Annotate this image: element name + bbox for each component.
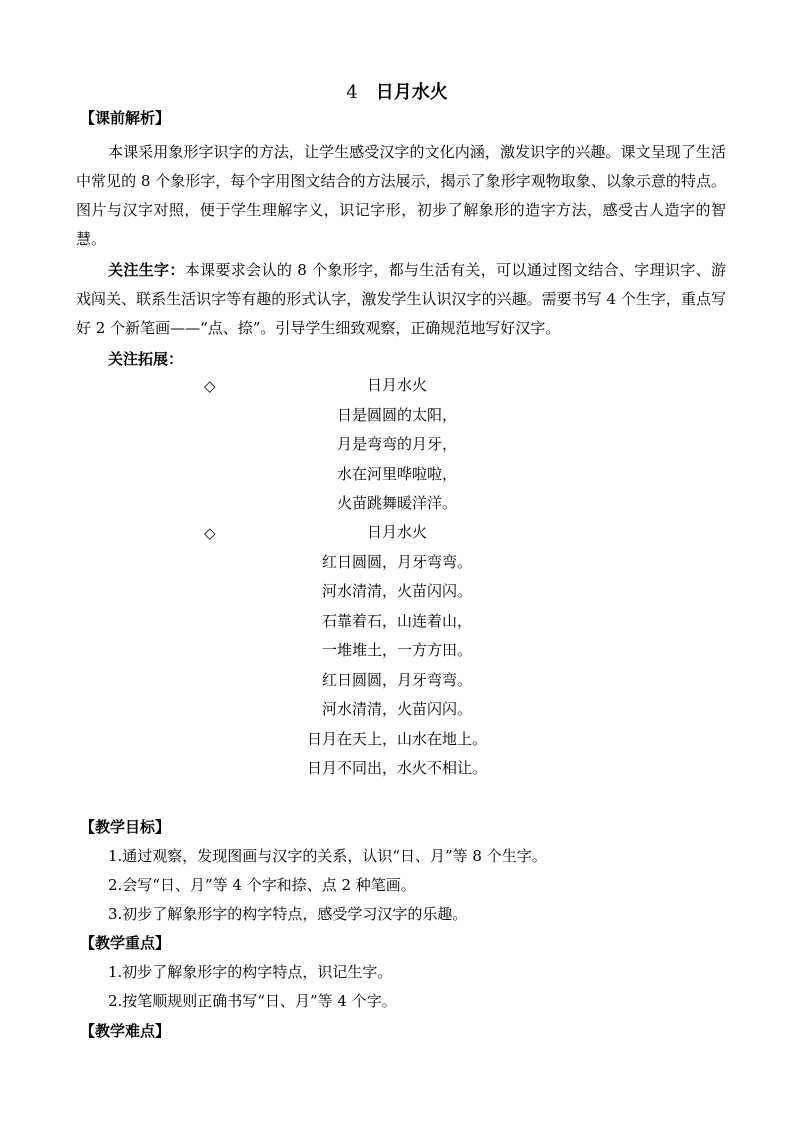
- poem-1-title: 日月水火: [366, 376, 427, 394]
- poem-1-line: 火苗跳舞暖洋洋。: [336, 494, 457, 512]
- key-points-list: [108, 958, 397, 1016]
- poem-2: [0, 518, 794, 784]
- goal-item: 3.初步了解象形字的构字特点，感受学习汉字的乐趣。: [108, 905, 468, 923]
- key-point-item: 2.按笔顺规则正确书写“日、月”等 4 个字。: [108, 992, 397, 1010]
- poem-1-line: 日是圆圆的太阳，: [336, 405, 457, 424]
- poem-1-line: 月是弯弯的月牙，: [336, 435, 457, 453]
- lesson-title: [0, 80, 794, 106]
- poem-2-line: 河水清清，火苗闪闪。: [321, 582, 472, 600]
- analysis-intro-paragraph: 本课采用象形字识字的方法，让学生感受汉字的文化内涵，激发识字的兴趣。课文呈现了生活中常见的 8 个象形字，每个字用图文结合的方法展示，揭示了象形字观物取象、以象示意的特点。图片与汉字对照，便于学生理解字义，识记字形，初步了解象形的造字方法，感受古人造字的智慧。: [76, 143, 726, 248]
- focus-chars-label: 关注生字：: [108, 261, 185, 279]
- analysis-heading: 【课前解析】: [80, 109, 171, 127]
- goals-list: [108, 842, 547, 929]
- poem-2-marker: ◇: [204, 524, 216, 542]
- focus-chars-text: 本课要求会认的 8 个象形字，都与生活有关，可以通过图文结合、字理识字、游戏闯关、联系生活识字等有趣的形式认字，激发学生认识汉字的兴趣。需要书写 4 个生字，重点写好 2 个新笔画——“点、捺”。引导学生细致观察，正确规范地写好汉字。: [76, 261, 726, 337]
- poem-1: [0, 371, 794, 519]
- goal-item: 1.通过观察，发现图画与汉字的关系，认识“日、月”等 8 个生字。: [108, 847, 547, 865]
- poem-2-line: 日月在天上，山水在地上。: [306, 729, 487, 748]
- lesson-title-text: 日月水火: [375, 82, 448, 103]
- lesson-number: 4: [346, 82, 358, 103]
- poem-1-marker: ◇: [204, 377, 216, 395]
- poem-2-line: 日月不同出，水火不相让。: [306, 759, 487, 777]
- difficulties-heading: 【教学难点】: [80, 1022, 171, 1040]
- goals-heading: 【教学目标】: [80, 818, 171, 836]
- poem-2-title: 日月水火: [366, 523, 427, 541]
- focus-chars-paragraph: [76, 256, 726, 343]
- poem-2-line: 红日圆圆，月牙弯弯。: [321, 552, 472, 571]
- extension-label: 关注拓展：: [108, 350, 184, 368]
- poem-1-line: 水在河里哗啦啦，: [336, 464, 457, 483]
- goal-item: 2.会写“日、月”等 4 个字和捺、点 2 种笔画。: [108, 876, 416, 894]
- poem-2-line: 石靠着石，山连着山，: [321, 611, 472, 630]
- key-points-heading: 【教学重点】: [80, 934, 171, 952]
- poem-2-line: 红日圆圆，月牙弯弯。: [321, 670, 472, 689]
- poem-2-line: 一堆堆土，一方方田。: [321, 641, 472, 659]
- poem-2-line: 河水清清，火苗闪闪。: [321, 700, 472, 718]
- key-point-item: 1.初步了解象形字的构字特点，识记生字。: [108, 963, 393, 981]
